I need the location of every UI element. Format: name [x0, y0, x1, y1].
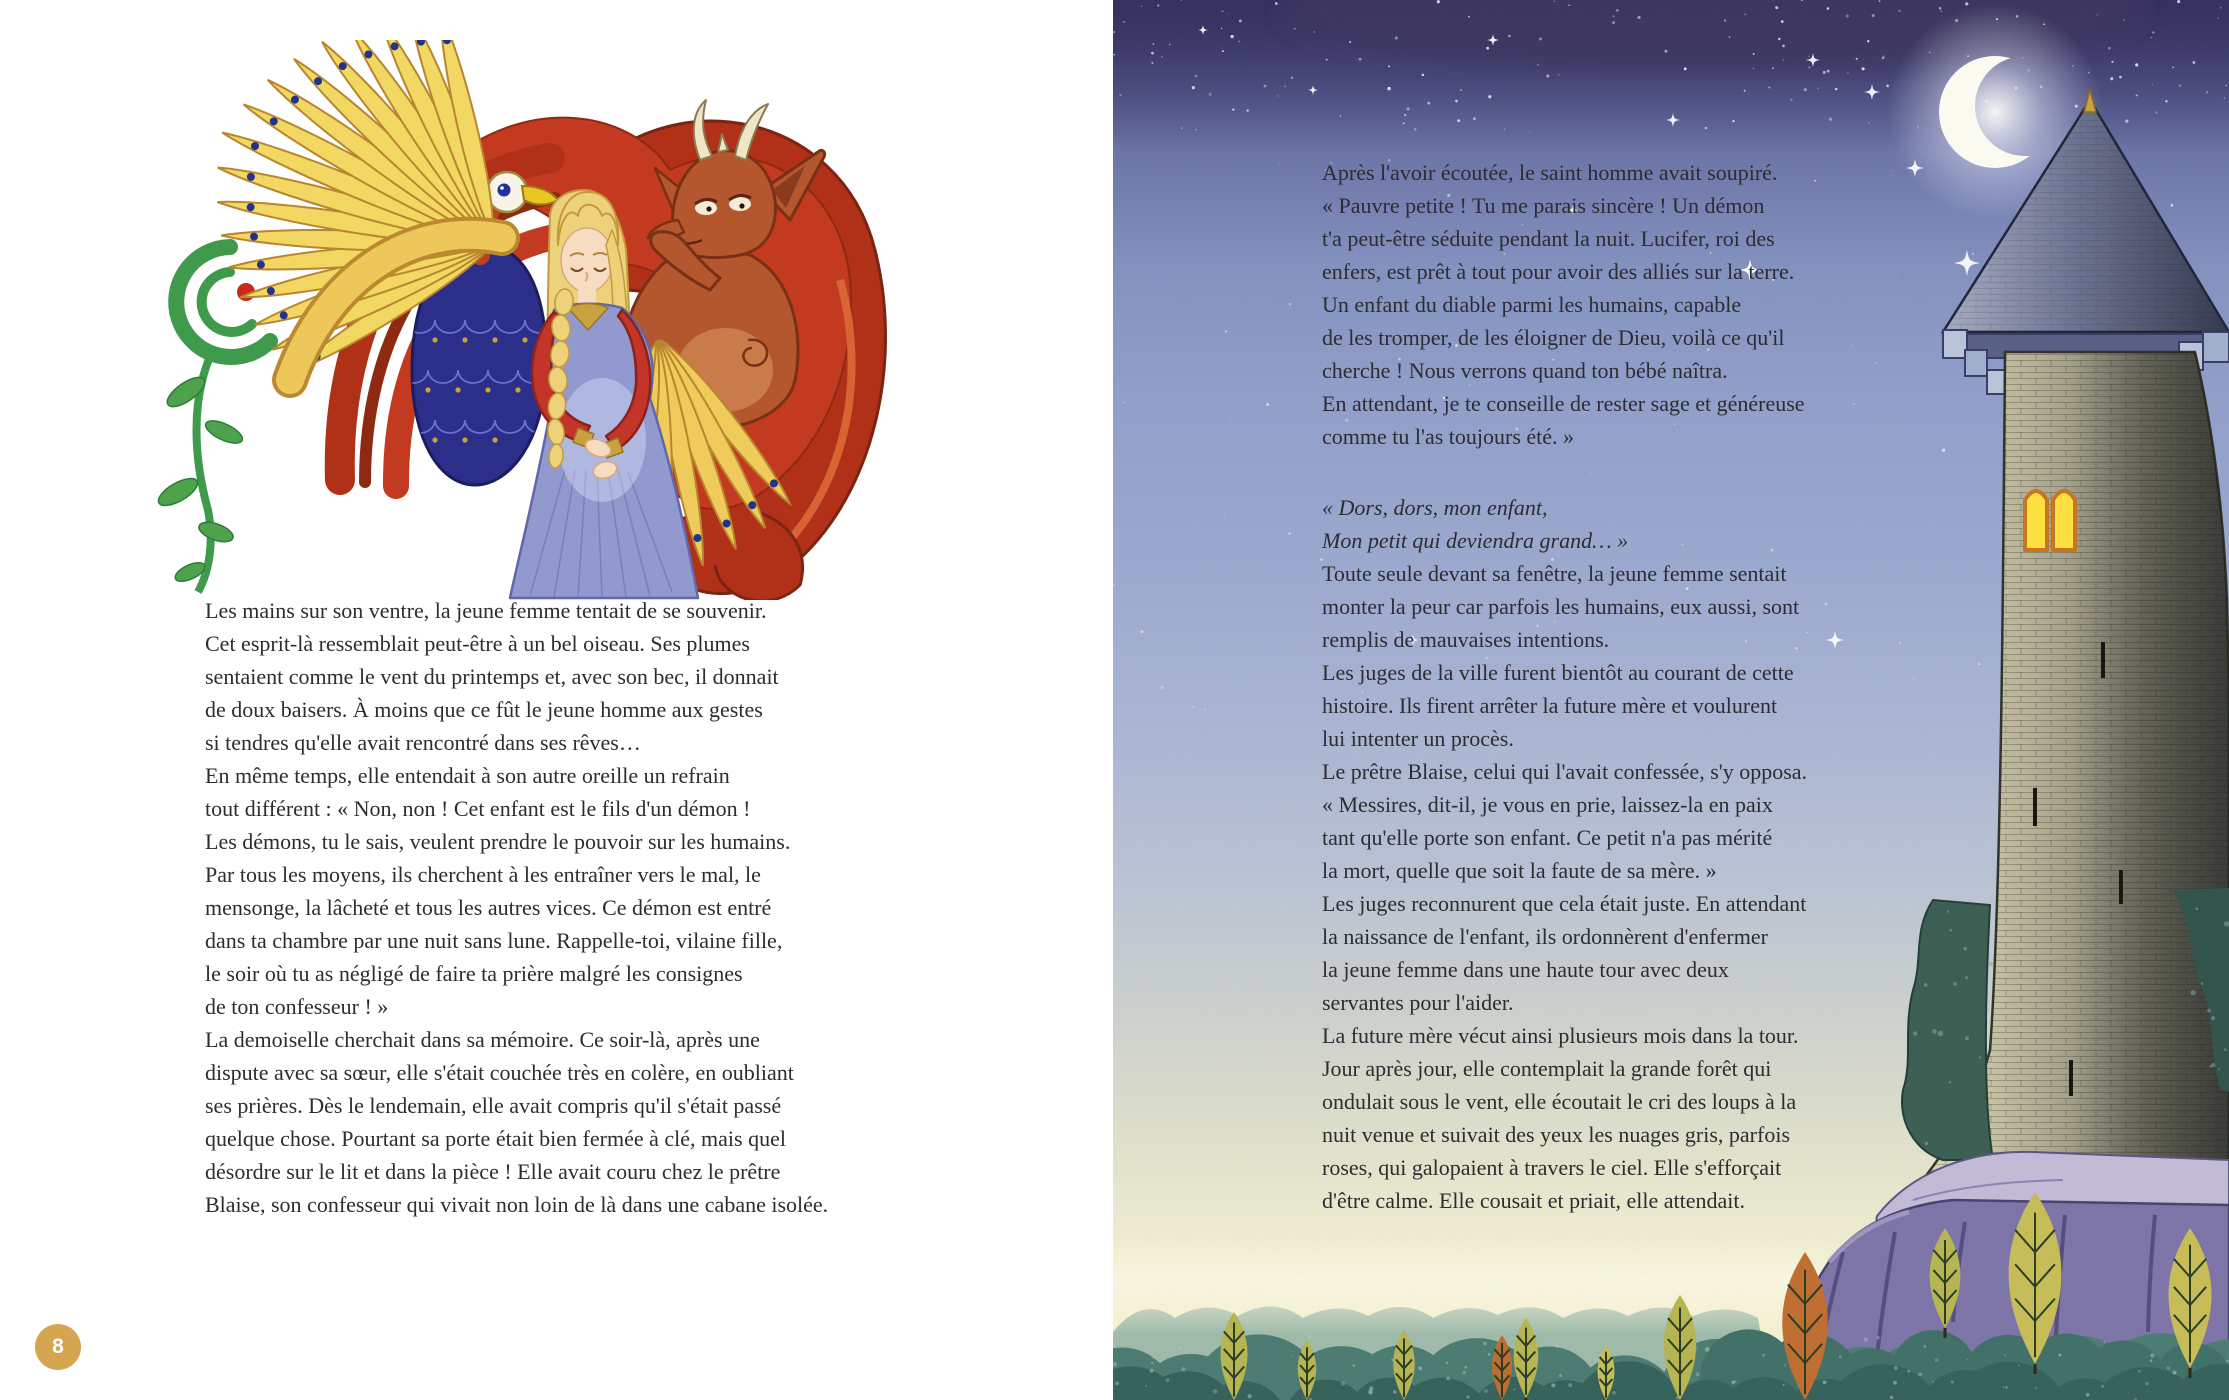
text-line: la naissance de l'enfant, ils ordonnèrent d'enfermer	[1322, 924, 1768, 949]
text-line: d'être calme. Elle cousait et priait, elle attendait.	[1322, 1188, 1745, 1213]
left-page	[0, 0, 1113, 1400]
foliage-ornament	[154, 247, 270, 592]
text-line: sentaient comme le vent du printemps et, avec son bec, il donnait	[205, 664, 779, 689]
text-line: Les mains sur son ventre, la jeune femme tentait de se souvenir.	[205, 598, 767, 623]
tower-paragraph	[1322, 557, 1807, 1217]
text-line: tout différent : « Non, non ! Cet enfant est le fils d'un démon !	[205, 796, 751, 821]
text-line: si tendres qu'elle avait rencontré dans ses rêves…	[205, 730, 641, 755]
text-line: t'a peut-être séduite pendant la nuit. Lucifer, roi des	[1322, 226, 1775, 251]
text-line: « Pauvre petite ! Tu me parais sincère ! Un démon	[1322, 193, 1765, 218]
text-line: Les juges reconnurent que cela était juste. En attendant	[1322, 891, 1807, 916]
text-line: tant qu'elle porte son enfant. Ce petit n'a pas mérité	[1322, 825, 1773, 850]
text-line: servantes pour l'aider.	[1322, 990, 1514, 1015]
text-line: Blaise, son confesseur qui vivait non loin de là dans une cabane isolée.	[205, 1192, 829, 1217]
text-line: Toute seule devant sa fenêtre, la jeune femme sentait	[1322, 561, 1787, 586]
text-line: Les juges de la ville furent bientôt au courant de cette	[1322, 660, 1794, 685]
text-line: le soir où tu as négligé de faire ta prière malgré les consignes	[205, 961, 743, 986]
page-number-badge: 8	[35, 1324, 81, 1370]
text-line: mensonge, la lâcheté et tous les autres vices. Ce démon est entré	[205, 895, 772, 920]
left-page-text	[205, 594, 828, 1221]
text-line: La future mère vécut ainsi plusieurs mois dans la tour.	[1322, 1023, 1799, 1048]
peacock-eye	[498, 184, 511, 197]
text-line: roses, qui galopaient à travers le ciel. Elle s'efforçait	[1322, 1155, 1782, 1180]
right-page	[1113, 0, 2229, 1400]
text-line: lui intenter un procès.	[1322, 726, 1514, 751]
text-line: ondulait sous le vent, elle écoutait le cri des loups à la	[1322, 1089, 1797, 1114]
text-line: histoire. Ils firent arrêter la future mère et voulurent	[1322, 693, 1778, 718]
text-line: enfers, est prêt à tout pour avoir des alliés sur la terre.	[1322, 259, 1795, 284]
text-line: nuit venue et suivait des yeux les nuages gris, parfois	[1322, 1122, 1791, 1147]
text-line: monter la peur car parfois les humains, eux aussi, sont	[1322, 594, 1800, 619]
text-line: Mon petit qui deviendra grand… »	[1322, 528, 1629, 553]
text-line: de doux baisers. À moins que ce fût le jeune homme aux gestes	[205, 697, 763, 722]
right-page-text	[1322, 156, 1807, 1217]
text-line: dans ta chambre par une nuit sans lune. Rappelle-toi, vilaine fille,	[205, 928, 783, 953]
text-line: Un enfant du diable parmi les humains, capable	[1322, 292, 1742, 317]
text-line: Cet esprit-là ressemblait peut-être à un bel oiseau. Ses plumes	[205, 631, 750, 656]
text-line: cherche ! Nous verrons quand ton bébé naîtra.	[1322, 358, 1728, 383]
text-line: Les démons, tu le sais, veulent prendre le pouvoir sur les humains.	[205, 829, 791, 854]
woman-face	[561, 228, 613, 292]
text-line: de ton confesseur ! »	[205, 994, 389, 1019]
text-line: remplis de mauvaises intentions.	[1322, 627, 1610, 652]
text-line: « Messires, dit-il, je vous en prie, laissez-la en paix	[1322, 792, 1773, 817]
text-line: En même temps, elle entendait à son autre oreille un refrain	[205, 763, 730, 788]
confessor-paragraph	[1322, 156, 1807, 453]
text-line: Jour après jour, elle contemplait la grande forêt qui	[1322, 1056, 1772, 1081]
text-line: la jeune femme dans une haute tour avec deux	[1322, 957, 1729, 982]
text-line: Par tous les moyens, ils cherchent à les entraîner vers le mal, le	[205, 862, 761, 887]
text-line: de les tromper, de les éloigner de Dieu, voilà ce qu'il	[1322, 325, 1785, 350]
text-line: La demoiselle cherchait dans sa mémoire. Ce soir-là, après une	[205, 1027, 760, 1052]
spirits-illustration	[150, 40, 910, 600]
text-line: quelque chose. Pourtant sa porte était bien fermée à clé, mais quel	[205, 1126, 786, 1151]
text-line: désordre sur le lit et dans la pièce ! Elle avait couru chez le prêtre	[205, 1159, 781, 1184]
text-line: comme tu l'as toujours été. »	[1322, 424, 1575, 449]
text-line: En attendant, je te conseille de rester sage et généreuse	[1322, 391, 1805, 416]
text-line: dispute avec sa sœur, elle s'était couchée très en colère, en oubliant	[205, 1060, 794, 1085]
text-line: ses prières. Dès le lendemain, elle avait compris qu'il s'était passé	[205, 1093, 782, 1118]
text-line: Le prêtre Blaise, celui qui l'avait confessée, s'y opposa.	[1322, 759, 1808, 784]
text-line: « Dors, dors, mon enfant,	[1322, 495, 1548, 520]
text-line: Après l'avoir écoutée, le saint homme avait soupiré.	[1322, 160, 1778, 185]
lullaby-verse	[1322, 491, 1807, 557]
text-line: la mort, quelle que soit la faute de sa mère. »	[1322, 858, 1717, 883]
